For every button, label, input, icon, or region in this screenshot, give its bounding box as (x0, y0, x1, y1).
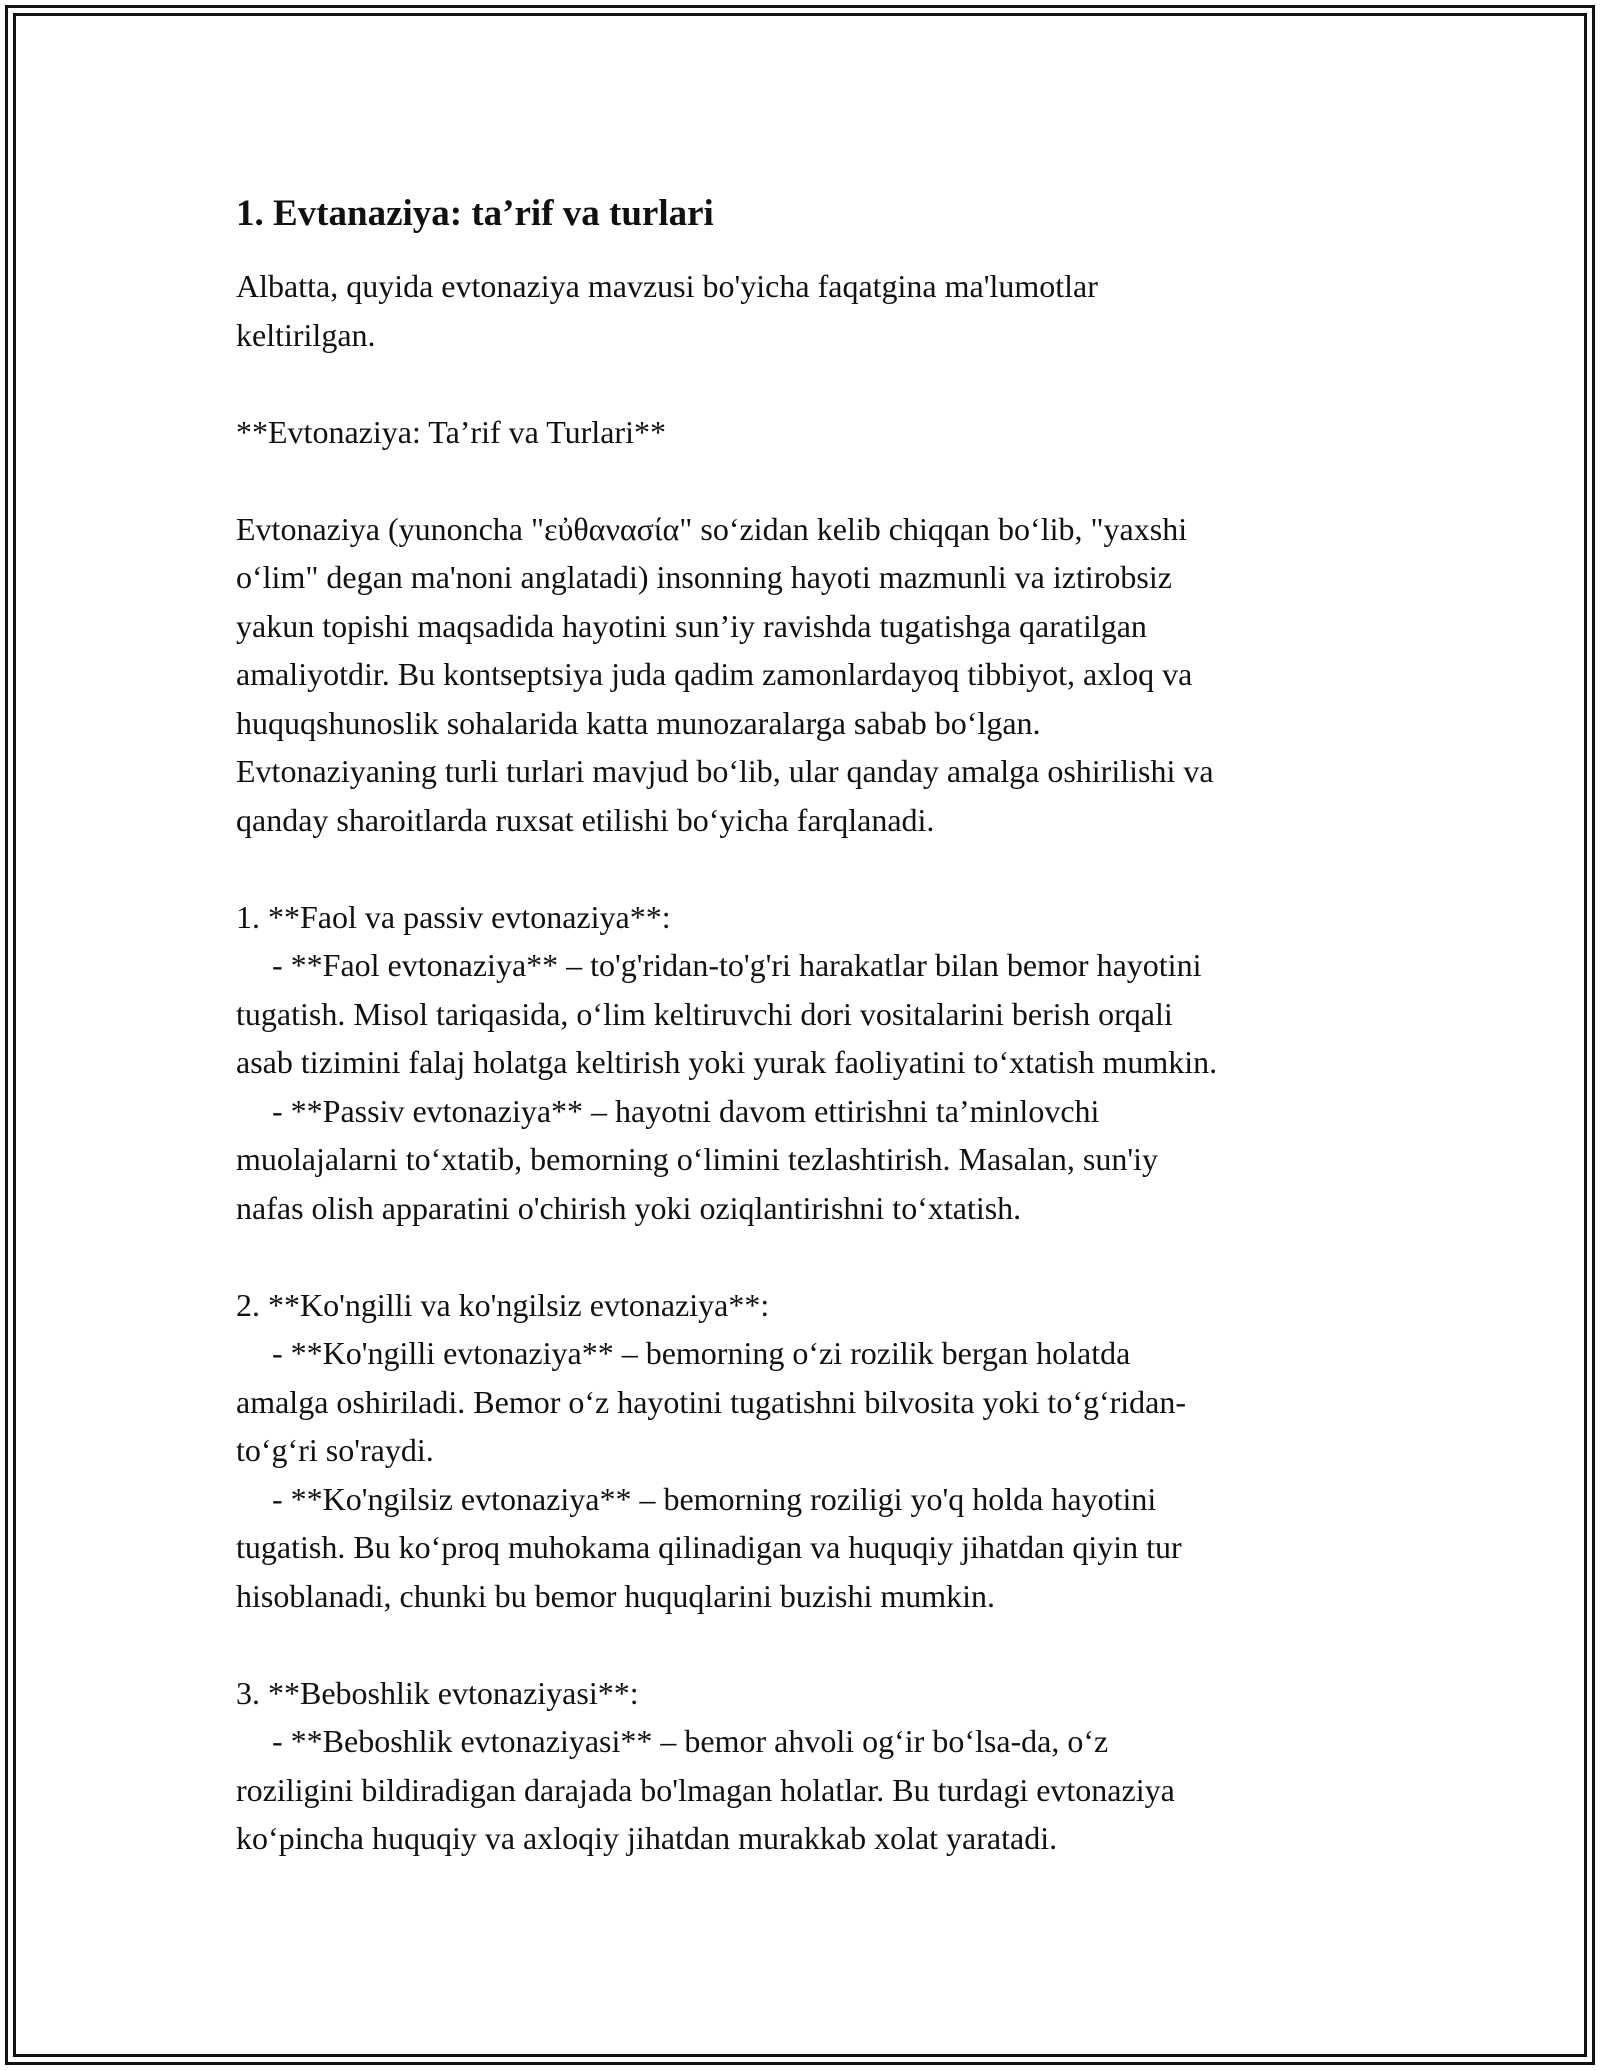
text-line: amalga oshiriladi. Bemor oʻz hayotini tugatishni bilvosita yoki toʻgʻridan- (236, 1383, 1187, 1420)
text-line: huquqshunoslik sohalarida katta munozaralarga sabab boʻlgan. (236, 704, 1041, 741)
document-body (236, 188, 1416, 1863)
blank-line (236, 844, 1416, 893)
list-item (236, 941, 1416, 1087)
section-beboshlik (236, 1669, 1416, 1863)
text-line: keltirilgan. (236, 316, 376, 353)
definition-paragraph (236, 505, 1416, 845)
section-heading: 2. **Ko'ngilli va ko'ngilsiz evtonaziya**: (236, 1286, 770, 1323)
list-item (236, 1087, 1416, 1233)
section-heading: 1. **Faol va passiv evtonaziya**: (236, 898, 671, 935)
text-line: koʻpincha huquqiy va axloqiy jihatdan murakkab xolat yaratadi. (236, 1820, 1058, 1856)
text-line: oʻlim" degan ma'noni anglatadi) insonning hayoti mazmunli va iztirobsiz (236, 559, 1172, 595)
text-line: qanday sharoitlarda ruxsat etilishi boʻyicha farqlanadi. (236, 801, 935, 838)
section-heading: 3. **Beboshlik evtonaziyasi**: (236, 1674, 639, 1711)
text-line: yakun topishi maqsadida hayotini sun’iy ravishda tugatishga qaratilgan (236, 607, 1147, 644)
text-line: nafas olish apparatini o'chirish yoki oziqlantirishni toʻxtatish. (236, 1189, 1022, 1226)
intro-paragraph (236, 262, 1416, 359)
text-line: asab tizimini falaj holatga keltirish yoki yurak faoliyatini toʻxtatish mumkin. (236, 1044, 1218, 1080)
text-line: - **Passiv evtonaziya** – hayotni davom ettirishni ta’minlovchi (272, 1092, 1100, 1129)
blank-line (236, 1620, 1416, 1669)
text-line: Evtonaziyaning turli turlari mavjud boʻlib, ular qanday amalga oshirilishi va (236, 753, 1214, 789)
section-kongilli (236, 1281, 1416, 1621)
list-item (236, 1329, 1416, 1475)
blank-line (236, 359, 1416, 408)
text-line: Albatta, quyida evtonaziya mavzusi bo'yicha faqatgina ma'lumotlar (236, 268, 1098, 304)
text-line: Evtonaziya (yunoncha "εὐθανασία" soʻzidan kelib chiqqan boʻlib, "yaxshi (236, 510, 1188, 547)
blank-line (236, 456, 1416, 505)
text-line: - **Faol evtonaziya** – to'g'ridan-to'g'ri harakatlar bilan bemor hayotini (272, 947, 1202, 983)
text-line: - **Beboshlik evtonaziyasi** – bemor ahvoli ogʻir boʻlsa-da, oʻz (272, 1723, 1109, 1759)
subheading (236, 408, 1416, 457)
text-line: roziligini bildiradigan darajada bo'lmagan holatlar. Bu turdagi evtonaziya (236, 1771, 1175, 1808)
text-line: hisoblanadi, chunki bu bemor huquqlarini buzishi mumkin. (236, 1577, 996, 1614)
list-item (236, 1717, 1416, 1863)
text-line: muolajalarni toʻxtatib, bemorning oʻlimini tezlashtirish. Masalan, sun'iy (236, 1141, 1159, 1177)
text-line: tugatish. Misol tariqasida, oʻlim keltiruvchi dori vositalarini berish orqali (236, 995, 1173, 1032)
blank-line (236, 1232, 1416, 1281)
text-line: - **Ko'ngilli evtonaziya** – bemorning oʻzi rozilik bergan holatda (272, 1335, 1131, 1371)
text-line: **Evtonaziya: Ta’rif va Turlari** (236, 413, 666, 450)
list-item (236, 1475, 1416, 1621)
document-title: 1. Evtanaziya: ta’rif va turlari (236, 193, 714, 234)
text-line: tugatish. Bu koʻproq muhokama qilinadigan va huquqiy jihatdan qiyin tur (236, 1529, 1182, 1565)
text-line: - **Ko'ngilsiz evtonaziya** – bemorning roziligi yo'q holda hayotini (272, 1480, 1157, 1517)
text-line: amaliyotdir. Bu kontseptsiya juda qadim zamonlardayoq tibbiyot, axloq va (236, 656, 1193, 692)
section-faol-passiv (236, 893, 1416, 1233)
text-line: toʻgʻri so'raydi. (236, 1432, 434, 1468)
